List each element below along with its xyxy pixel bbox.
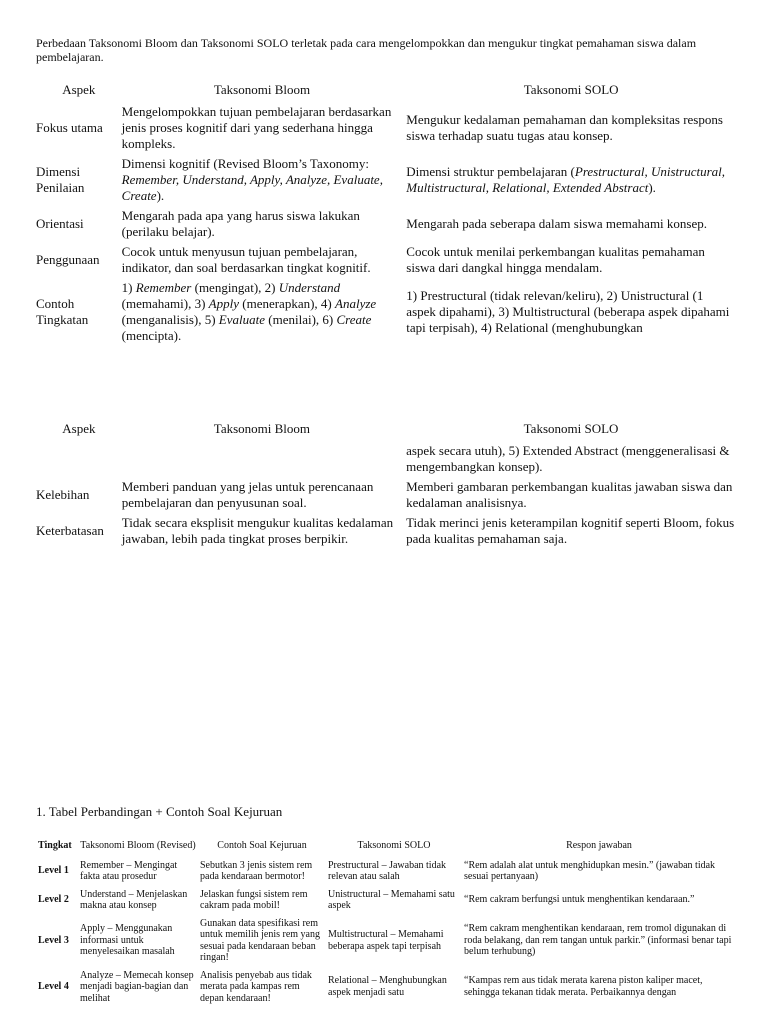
table-row bbox=[36, 858, 736, 887]
aspect-cell: Penggunaan bbox=[36, 252, 100, 267]
solo-continuation: aspek secara utuh), 5) Extended Abstract (menggeneralisasi & mengembangkan konsep). bbox=[406, 443, 730, 474]
italic-part: Remember bbox=[135, 280, 192, 295]
header-tingkat: Tingkat bbox=[38, 840, 72, 851]
header-solo: Taksonomi SOLO bbox=[523, 421, 619, 436]
table-row bbox=[36, 887, 736, 916]
comparison-table-2 bbox=[36, 421, 736, 551]
aspect-cell: Orientasi bbox=[36, 216, 84, 231]
table-row bbox=[36, 104, 736, 156]
italic-part: Understand bbox=[278, 280, 341, 295]
bloom-cell bbox=[122, 443, 402, 479]
bloom-cell: Apply – Menggunakan informasi untuk menyelesaikan masalah bbox=[80, 923, 175, 958]
text-part: (mencipta). bbox=[121, 328, 182, 343]
italic-part: Apply bbox=[208, 296, 239, 311]
header-bloom: Taksonomi Bloom bbox=[213, 421, 311, 436]
respon-cell: “Rem cakram menghentikan kendaraan, rem tromol digunakan di roda belakang, dan rem tangan untuk parkir.” (informasi benar tapi belum terhubung) bbox=[464, 923, 732, 958]
aspect-cell: Kelebihan bbox=[36, 487, 90, 502]
text-part: (menilai), 6) bbox=[265, 312, 337, 327]
bloom-cell bbox=[122, 156, 403, 208]
bloom-cell: Tidak secara eksplisit mengukur kualitas kedalaman jawaban, lebih pada tingkat proses berpikir. bbox=[121, 515, 394, 546]
aspect-cell: Keterbatasan bbox=[36, 523, 104, 538]
aspect-cell: Dimensi Penilaian bbox=[36, 164, 85, 195]
respon-cell: “Rem cakram berfungsi untuk menghentikan kendaraan.” bbox=[464, 894, 695, 906]
header-bloom: Taksonomi Bloom bbox=[213, 82, 311, 97]
solo-cell: Cocok untuk menilai perkembangan kualitas pemahaman siswa dari dangkal hingga mendalam. bbox=[406, 244, 705, 275]
text-part: (memahami), 3) bbox=[121, 296, 209, 311]
bloom-italic: Remember, Understand, Apply, Analyze, Evaluate, Create bbox=[121, 172, 383, 203]
table-row bbox=[36, 515, 736, 551]
solo-cell: Relational – Menghubungkan aspek menjadi satu bbox=[328, 975, 447, 998]
table-row bbox=[36, 156, 736, 208]
respon-cell: “Rem adalah alat untuk menghidupkan mesin.” (jawaban tidak sesuai pertanyaan) bbox=[464, 859, 716, 882]
level-cell: Level 2 bbox=[38, 894, 69, 906]
text-part: (mengingat), 2) bbox=[191, 280, 279, 295]
solo-cell: Unistructural – Memahami satu aspek bbox=[328, 888, 455, 911]
soal-cell: Analisis penyebab aus tidak merata pada kampas rem depan kendaraan! bbox=[200, 969, 312, 1004]
bloom-cell: Remember – Mengingat fakta atau prosedur bbox=[80, 859, 178, 882]
soal-cell: Jelaskan fungsi sistem rem cakram pada mobil! bbox=[200, 888, 308, 911]
header-aspek: Aspek bbox=[62, 82, 96, 97]
solo-cell: Mengarah pada seberapa dalam siswa memahami konsep. bbox=[406, 216, 707, 231]
table-row bbox=[36, 208, 736, 244]
intro-paragraph: Perbedaan Taksonomi Bloom dan Taksonomi SOLO terletak pada cara mengelompokkan dan mengukur tingkat pemahaman siswa dalam pembelajaran. bbox=[36, 36, 697, 64]
bloom-cell: Understand – Menjelaskan makna atau konsep bbox=[80, 888, 188, 911]
solo-cell: Prestructural – Jawaban tidak relevan atau salah bbox=[328, 859, 447, 882]
level-cell: Level 4 bbox=[38, 981, 69, 992]
header-respon: Respon jawaban bbox=[566, 840, 632, 851]
bloom-text: Dimensi kognitif (Revised Bloom’s Taxonomy: bbox=[121, 156, 369, 171]
comparison-table-1 bbox=[36, 82, 736, 348]
italic-part: Analyze bbox=[335, 296, 377, 311]
solo-text: Dimensi struktur pembelajaran ( bbox=[406, 164, 575, 179]
table-row bbox=[36, 280, 736, 348]
bloom-cell: Cocok untuk menyusun tujuan pembelajaran, indikator, dan soal berdasarkan tingkat kognitif. bbox=[121, 244, 371, 275]
solo-cell: Tidak merinci jenis keterampilan kognitif seperti Bloom, fokus pada kualitas pemahaman saja. bbox=[406, 515, 735, 546]
bloom-cell: Mengelompokkan tujuan pembelajaran berdasarkan jenis proses kognitif dari yang sederhana hingga kompleks. bbox=[121, 104, 392, 151]
table-row bbox=[36, 244, 736, 280]
section-heading: 1. Tabel Perbandingan + Contoh Soal Kejuruan bbox=[36, 804, 283, 819]
solo-cell: 1) Prestructural (tidak relevan/keliru), 2) Unistructural (1 aspek dipahami), 3) Multistructural (beberapa aspek dipahami tapi terpisah), 4) Relational (menghubungkan bbox=[406, 288, 730, 335]
solo-italic: Prestructural, Unistructural, Multistructural, Relational, Extended Abstract bbox=[406, 164, 725, 195]
italic-part: Create bbox=[336, 312, 372, 327]
respon-cell: “Kampas rem aus tidak merata karena piston kaliper macet, sehingga tekanan tidak merata. Perbaikannya dengan bbox=[464, 975, 703, 998]
table-row bbox=[36, 479, 736, 515]
header-soal: Contoh Soal Kejuruan bbox=[217, 840, 307, 851]
solo-cell bbox=[402, 156, 736, 208]
aspect-cell: Fokus utama bbox=[36, 120, 103, 135]
solo-cell: Mengukur kedalaman pemahaman dan kompleksitas respons siswa terhadap suatu tugas atau konsep. bbox=[406, 112, 723, 143]
bloom-cell bbox=[122, 280, 403, 348]
bloom-cell: Mengarah pada apa yang harus siswa lakukan (perilaku belajar). bbox=[121, 208, 360, 239]
header-aspek: Aspek bbox=[62, 421, 96, 436]
solo-end: ). bbox=[648, 180, 656, 195]
text-part: 1) bbox=[121, 280, 136, 295]
aspect-cell: Contoh Tingkatan bbox=[36, 296, 89, 327]
text-part: (menerapkan), 4) bbox=[239, 296, 336, 311]
aspect-cell bbox=[36, 443, 122, 479]
table-row bbox=[36, 968, 736, 1009]
table-row bbox=[36, 443, 736, 479]
soal-cell: Sebutkan 3 jenis sistem rem pada kendaraan bermotor! bbox=[200, 859, 313, 882]
header-solo: Taksonomi SOLO bbox=[357, 840, 431, 851]
soal-cell: Gunakan data spesifikasi rem untuk memilih jenis rem yang sesuai pada kendaraan beban ringan! bbox=[200, 917, 320, 963]
table-row bbox=[36, 916, 736, 968]
example-table bbox=[36, 838, 736, 1008]
level-cell: Level 3 bbox=[38, 934, 69, 946]
bloom-end: ). bbox=[156, 188, 165, 203]
italic-part: Evaluate bbox=[218, 312, 266, 327]
header-bloom: Taksonomi Bloom (Revised) bbox=[80, 840, 196, 851]
text-part: (menganalisis), 5) bbox=[121, 312, 219, 327]
header-solo: Taksonomi SOLO bbox=[523, 82, 619, 97]
level-cell: Level 1 bbox=[38, 865, 69, 877]
bloom-cell: Memberi panduan yang jelas untuk perencanaan pembelajaran dan penyusunan soal. bbox=[121, 479, 374, 510]
solo-cell: Multistructural – Memahami beberapa aspek tapi terpisah bbox=[328, 929, 444, 952]
bloom-cell: Analyze – Memecah konsep menjadi bagian-bagian dan melihat bbox=[80, 969, 194, 1004]
solo-cell: Memberi gambaran perkembangan kualitas jawaban siswa dan kedalaman analisisnya. bbox=[406, 479, 733, 510]
